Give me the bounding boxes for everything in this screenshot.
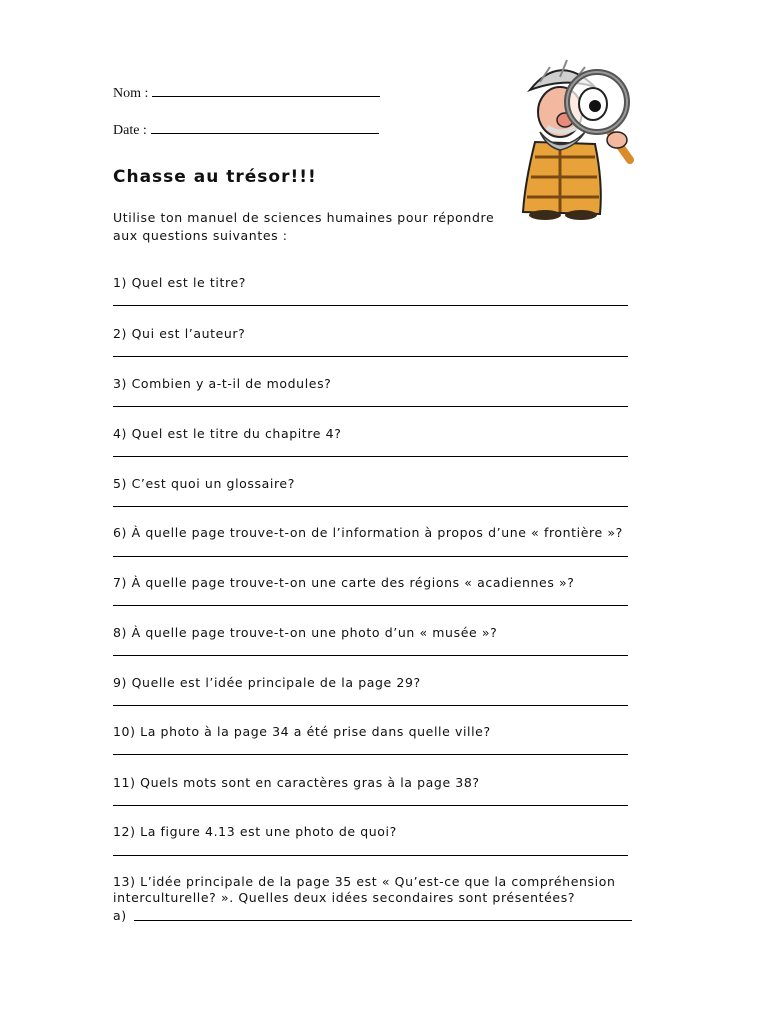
date-field[interactable] — [113, 119, 379, 139]
answer-line-1[interactable] — [113, 305, 628, 306]
answer-line-12[interactable] — [113, 855, 628, 856]
answer-line-11[interactable] — [113, 805, 628, 806]
question-10: 10) La photo à la page 34 a été prise dans quelle ville? — [113, 724, 491, 739]
question-3: 3) Combien y a-t-il de modules? — [113, 376, 332, 391]
question-2: 2) Qui est l’auteur? — [113, 326, 246, 341]
answer-line-7[interactable] — [113, 605, 628, 606]
question-6: 6) À quelle page trouve-t-on de l’information à propos d’une « frontière »? — [113, 525, 623, 540]
question-1: 1) Quel est le titre? — [113, 275, 246, 290]
question-8: 8) À quelle page trouve-t-on une photo d’un « musée »? — [113, 625, 498, 640]
question-9: 9) Quelle est l’idée principale de la page 29? — [113, 675, 421, 690]
answer-line-13a[interactable] — [134, 920, 632, 921]
answer-line-9[interactable] — [113, 705, 628, 706]
answer-line-5[interactable] — [113, 506, 628, 507]
date-line[interactable] — [151, 119, 379, 134]
question-7: 7) À quelle page trouve-t-on une carte des régions « acadiennes »? — [113, 575, 575, 590]
answer-line-10[interactable] — [113, 754, 628, 755]
instructions: Utilise ton manuel de sciences humaines pour répondre aux questions suivantes : — [113, 210, 495, 243]
answer-line-6[interactable] — [113, 556, 628, 557]
answer-line-3[interactable] — [113, 406, 628, 407]
answer-line-2[interactable] — [113, 356, 628, 357]
name-label: Nom : — [113, 86, 149, 101]
detective-illustration — [505, 32, 655, 222]
question-13: 13) L’idée principale de la page 35 est « Qu’est-ce que la compréhension interculturelle? ». Quelles deux idées secondaires sont présentées? — [113, 874, 621, 905]
question-11: 11) Quels mots sont en caractères gras à la page 38? — [113, 775, 480, 790]
sub-item-a-label: a) — [113, 908, 127, 923]
answer-line-8[interactable] — [113, 655, 628, 656]
name-line[interactable] — [152, 82, 380, 97]
question-5: 5) C’est quoi un glossaire? — [113, 476, 295, 491]
answer-line-4[interactable] — [113, 456, 628, 457]
question-4: 4) Quel est le titre du chapitre 4? — [113, 426, 342, 441]
date-label: Date : — [113, 123, 147, 138]
question-12: 12) La figure 4.13 est une photo de quoi? — [113, 824, 397, 839]
worksheet-title: Chasse au trésor!!! — [113, 167, 317, 187]
name-field[interactable] — [113, 82, 380, 102]
